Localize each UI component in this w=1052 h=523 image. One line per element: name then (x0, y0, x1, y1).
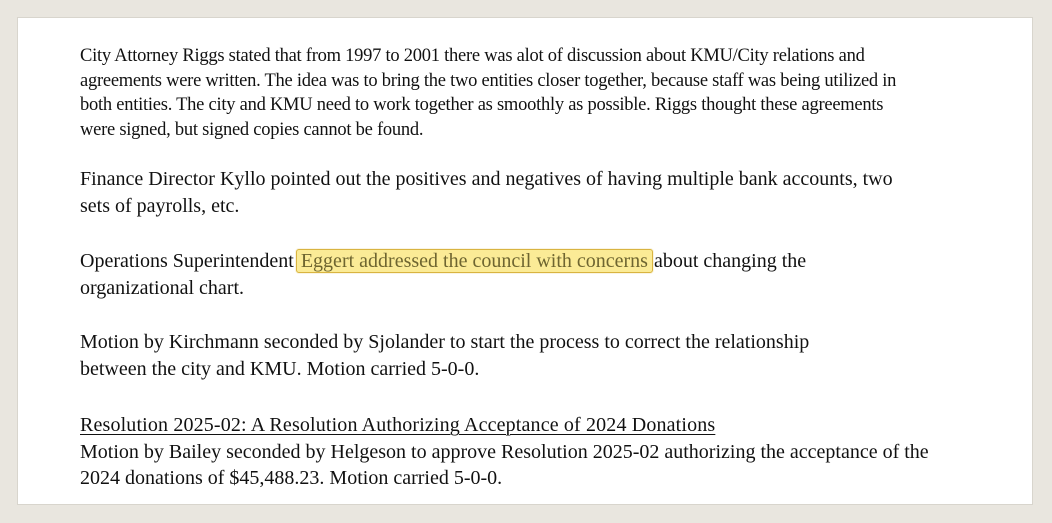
document-page (17, 17, 1033, 505)
text-line: Motion by Bailey seconded by Helgeson to approve Resolution 2025-02 authorizing the acceptance of the (80, 440, 929, 463)
text-line: Motion by Kirchmann seconded by Sjolander to start the process to correct the relationship (80, 331, 810, 353)
text-line: agreements were written. The idea was to bring the two entities closer together, because staff was being utilized in (80, 70, 897, 91)
text-line: both entities. The city and KMU need to work together as smoothly as possible. Riggs thought these agreements (80, 95, 884, 115)
text-line: sets of payrolls, etc. (80, 194, 240, 217)
text-segment: Operations Superintendent (80, 250, 294, 272)
paragraph-finance-director (80, 166, 893, 219)
text-line: organizational chart. (80, 276, 245, 299)
text-line: between the city and KMU. Motion carried 5-0-0. (80, 357, 480, 380)
text-segment: about changing the (653, 250, 807, 272)
paragraph-operations-superintendent (80, 248, 806, 301)
paragraph-city-attorney (80, 44, 896, 142)
text-highlight[interactable]: Eggert addressed the council with concerns (296, 249, 653, 273)
resolution-heading: Resolution 2025-02: A Resolution Authorizing Acceptance of 2024 Donations (80, 414, 716, 436)
text-line (80, 248, 806, 275)
text-line: were signed, but signed copies cannot be found. (80, 119, 424, 140)
text-line: 2024 donations of $45,488.23. Motion carried 5-0-0. (80, 467, 503, 489)
resolution-section (80, 412, 929, 492)
text-line: City Attorney Riggs stated that from 1997 to 2001 there was alot of discussion about KMU/City relations and (80, 46, 865, 66)
paragraph-motion-kirchmann (80, 329, 809, 382)
text-line: Finance Director Kyllo pointed out the positives and negatives of having multiple bank accounts, two (80, 168, 893, 190)
